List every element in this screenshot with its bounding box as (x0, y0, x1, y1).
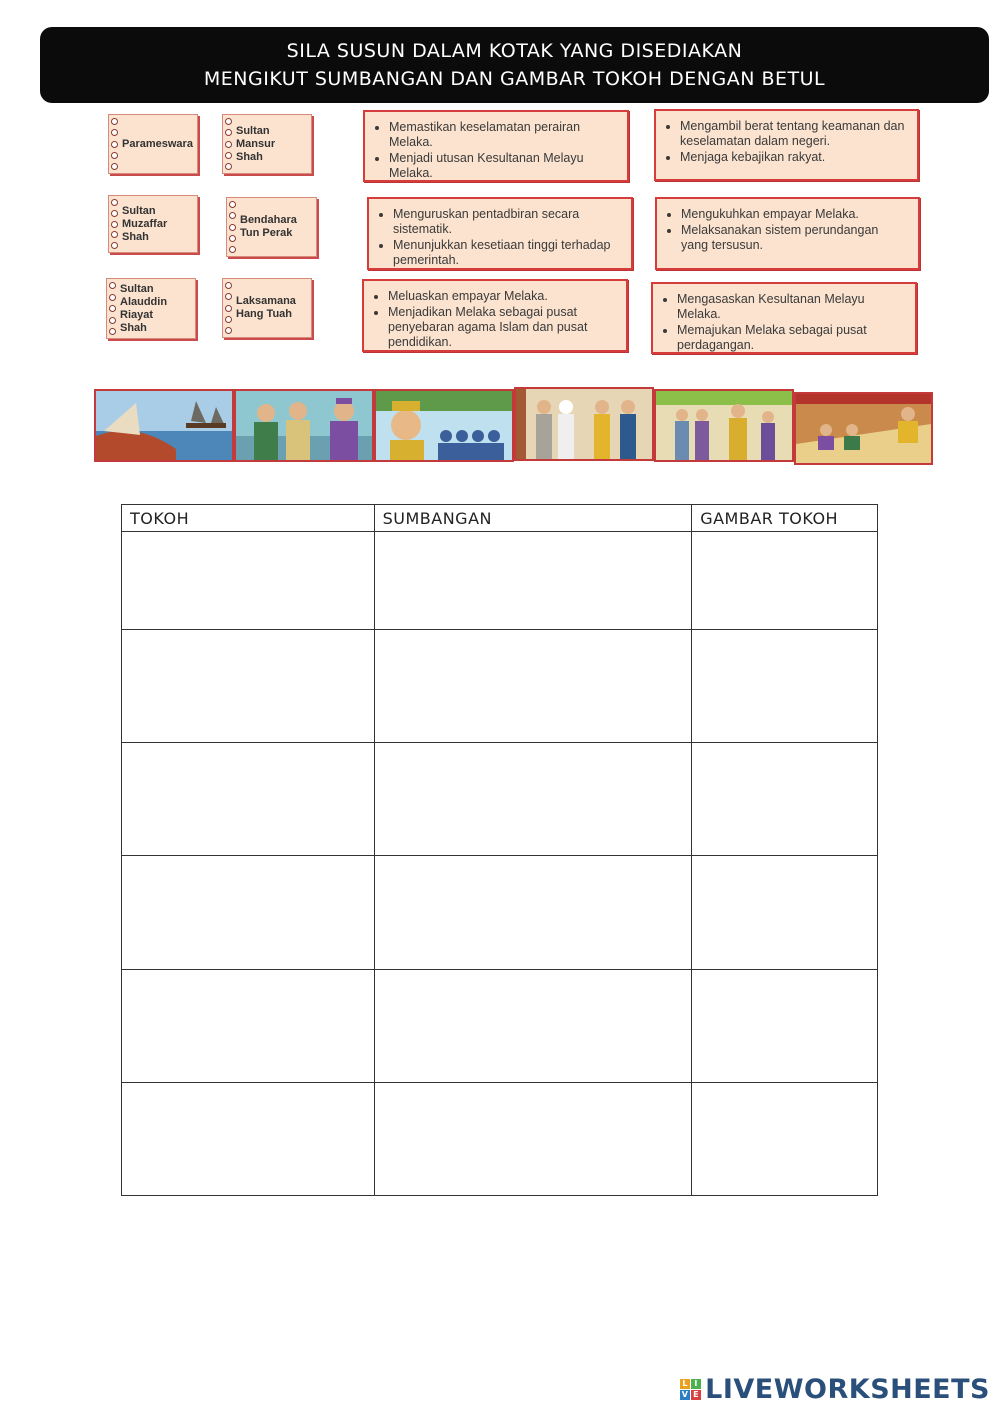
sumbangan-point: • Mengasaskan Kesultanan Melayu Melaka. (677, 292, 905, 322)
drop-zone-tokoh[interactable] (122, 970, 375, 1083)
drop-zone-tokoh[interactable] (122, 856, 375, 970)
sumbangan-point: • Menguruskan pentadbiran secara sistematik. (393, 207, 621, 237)
sumbangan-point: • Menunjukkan kesetiaan tinggi terhadap pemerintah. (393, 238, 621, 268)
court-officials-illustration-icon (656, 391, 792, 460)
sumbangan-point: • Memajukan Melaka sebagai pusat perdagangan. (677, 323, 905, 353)
envoy-meeting-illustration-icon (516, 389, 652, 459)
drop-zone-gambar[interactable] (692, 532, 878, 630)
drop-zone-sumbangan[interactable] (374, 970, 692, 1083)
sumbangan-point: • Menjadikan Melaka sebagai pusat penyebaran agama Islam dan pusat pendidikan. (388, 305, 616, 350)
tokoh-label: Sultan Alauddin Riayat Shah (120, 282, 168, 334)
picture-court-officials[interactable] (654, 389, 794, 462)
sumbangan-card-6[interactable] (651, 282, 917, 354)
picture-official-crowd[interactable] (374, 389, 514, 462)
liveworksheets-mark-icon: L I V E (680, 1379, 701, 1400)
table-row (122, 532, 878, 630)
table-row (122, 743, 878, 856)
picture-ships[interactable] (94, 389, 234, 462)
sumbangan-card-3[interactable] (367, 197, 633, 270)
sumbangan-card-5[interactable] (362, 279, 628, 352)
sumbangan-point: • Menjadi utusan Kesultanan Melayu Melaka. (389, 151, 617, 181)
sumbangan-point: • Melaksanakan sistem perundangan yang tersusun. (681, 223, 908, 253)
tokoh-label: Bendahara Tun Perak (240, 214, 297, 239)
picture-envoy-meeting[interactable] (514, 387, 654, 461)
table-row (122, 630, 878, 743)
sumbangan-card-2[interactable] (654, 109, 919, 181)
tokoh-label: Sultan Mansur Shah (236, 124, 276, 163)
drop-zone-sumbangan[interactable] (374, 856, 692, 970)
official-crowd-illustration-icon (376, 391, 512, 460)
tokoh-card-sultan-muzaffar-shah[interactable] (108, 195, 198, 253)
header-sumbangan: SUMBANGAN (374, 505, 692, 532)
drop-zone-sumbangan[interactable] (374, 1083, 692, 1196)
picture-palace-men[interactable] (234, 389, 374, 462)
tokoh-card-sultan-mansur-shah[interactable] (222, 114, 312, 174)
drop-zone-gambar[interactable] (692, 630, 878, 743)
tokoh-card-bendahara-tun-perak[interactable] (226, 197, 317, 257)
tokoh-label: Parameswara (122, 137, 193, 150)
tokoh-card-laksamana-hang-tuah[interactable] (222, 278, 312, 338)
instruction-line-2: MENGIKUT SUMBANGAN DAN GAMBAR TOKOH DENGAN BETUL (203, 68, 826, 90)
spiral-binding-icon (225, 282, 232, 334)
tokoh-label: Sultan Muzaffar Shah (122, 204, 168, 243)
drop-zone-tokoh[interactable] (122, 1083, 375, 1196)
royal-court-illustration-icon (796, 394, 931, 463)
spiral-binding-icon (225, 118, 232, 170)
sumbangan-point: • Meluaskan empayar Melaka. (388, 289, 616, 304)
sumbangan-point: • Mengukuhkan empayar Melaka. (681, 207, 908, 222)
ships-illustration-icon (96, 391, 232, 460)
liveworksheets-logo (680, 1374, 990, 1405)
table-row (122, 1083, 878, 1196)
sumbangan-card-4[interactable] (655, 197, 920, 270)
sumbangan-point: • Menjaga kebajikan rakyat. (680, 150, 907, 165)
palace-men-illustration-icon (236, 391, 372, 460)
drop-zone-gambar[interactable] (692, 1083, 878, 1196)
sumbangan-point: • Mengambil berat tentang keamanan dan keselamatan dalam negeri. (680, 119, 907, 149)
spiral-binding-icon (229, 201, 236, 253)
drop-zone-sumbangan[interactable] (374, 630, 692, 743)
answer-table (121, 504, 878, 1196)
header-tokoh: TOKOH (122, 505, 375, 532)
table-row (122, 970, 878, 1083)
sumbangan-card-1[interactable] (363, 110, 629, 182)
logo-text: LIVEWORKSHEETS (705, 1374, 990, 1405)
header-gambar-tokoh: GAMBAR TOKOH (692, 505, 878, 532)
drop-zone-tokoh[interactable] (122, 743, 375, 856)
instruction-line-1: SILA SUSUN DALAM KOTAK YANG DISEDIAKAN (286, 40, 743, 62)
spiral-binding-icon (109, 282, 116, 335)
drop-zone-gambar[interactable] (692, 743, 878, 856)
tokoh-card-sultan-alauddin-riayat-shah[interactable] (106, 278, 196, 339)
sumbangan-point: • Memastikan keselamatan perairan Melaka. (389, 120, 617, 150)
spiral-binding-icon (111, 199, 118, 249)
drop-zone-sumbangan[interactable] (374, 532, 692, 630)
spiral-binding-icon (111, 118, 118, 170)
instruction-banner (40, 27, 989, 103)
drop-zone-sumbangan[interactable] (374, 743, 692, 856)
table-row (122, 856, 878, 970)
drop-zone-gambar[interactable] (692, 970, 878, 1083)
picture-royal-court[interactable] (794, 392, 933, 465)
drop-zone-tokoh[interactable] (122, 532, 375, 630)
tokoh-label: Laksamana Hang Tuah (236, 295, 296, 320)
tokoh-card-parameswara[interactable] (108, 114, 198, 174)
drop-zone-gambar[interactable] (692, 856, 878, 970)
drop-zone-tokoh[interactable] (122, 630, 375, 743)
